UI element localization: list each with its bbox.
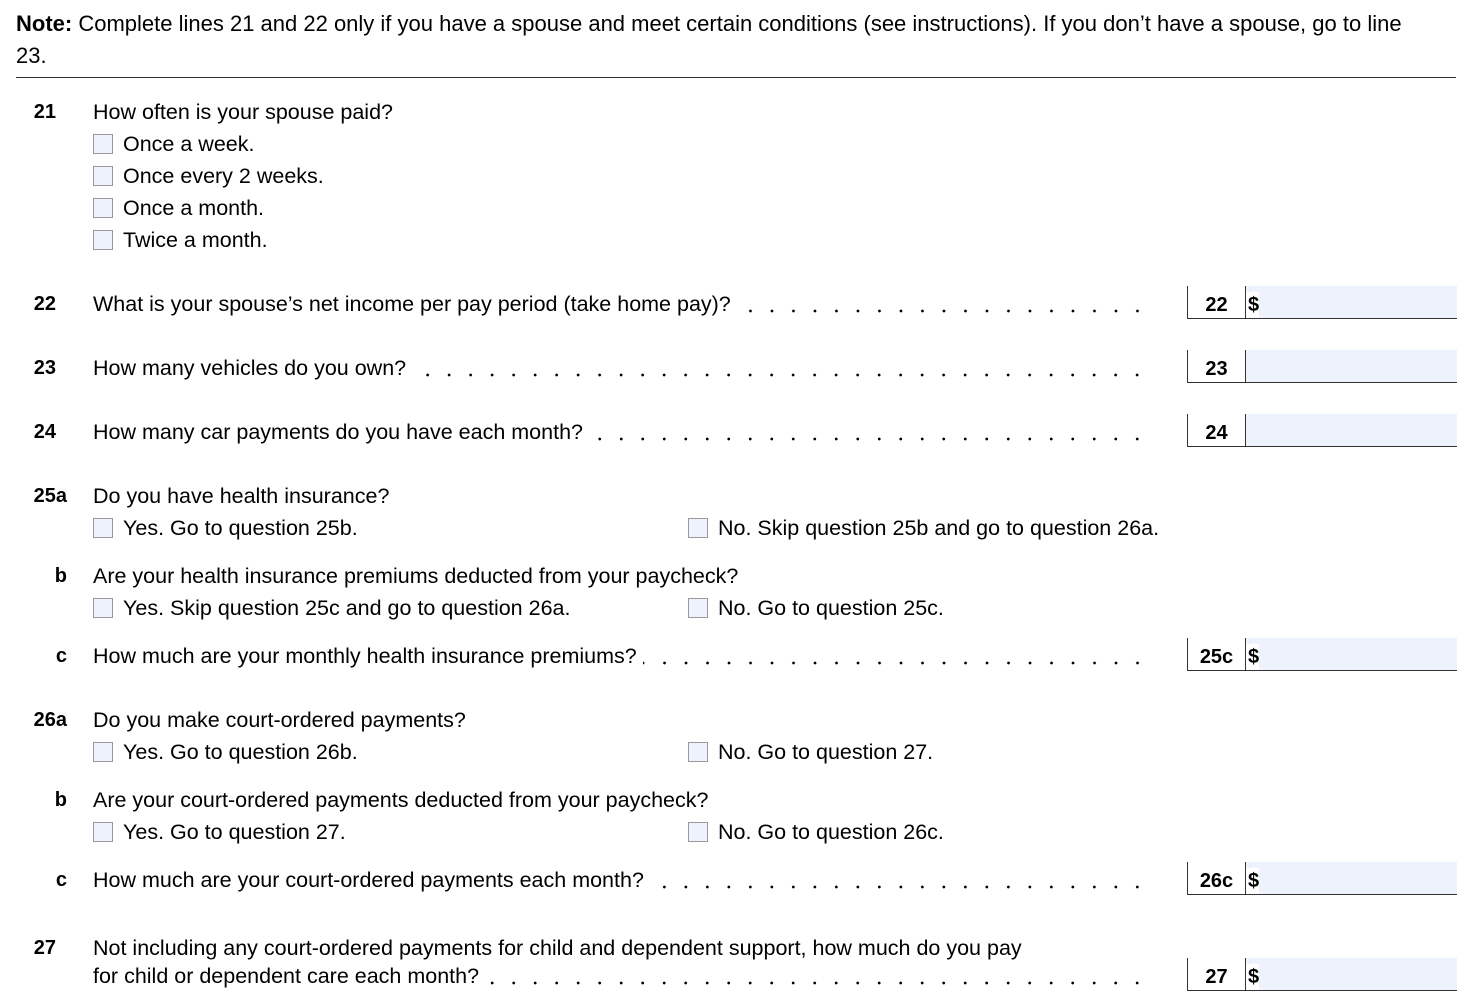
checkbox-25b-yes[interactable]	[93, 595, 570, 621]
checkbox-26a-yes[interactable]	[93, 739, 358, 765]
checkbox-once-a-week[interactable]	[93, 131, 254, 157]
checkbox-twice-a-month[interactable]	[93, 227, 268, 253]
dot-leader	[643, 643, 1148, 669]
question-text: How many vehicles do you own?	[93, 356, 407, 380]
line-number: 27	[33, 937, 56, 959]
note-text: Complete lines 21 and 22 only if you have a spouse and meet certain conditions (see instructions). If you don’t have a spouse, go to line 23.	[16, 11, 1402, 68]
checkbox-25a-no[interactable]	[688, 515, 1159, 541]
health-premiums-input[interactable]	[1259, 636, 1457, 670]
option-label: Once every 2 weeks.	[123, 164, 324, 188]
checkbox-25b-no[interactable]	[688, 595, 944, 621]
question-text: What is your spouse’s net income per pay period (take home pay)?	[93, 292, 731, 316]
checkbox-26a-no[interactable]	[688, 739, 933, 765]
question-22	[93, 291, 1148, 317]
option-label: No. Go to question 26c.	[718, 820, 944, 844]
question-text: How much are your monthly health insurance premiums?	[93, 644, 637, 668]
question-24	[93, 419, 1148, 445]
dollar-sign: $	[1248, 966, 1260, 988]
line-number: c	[55, 645, 67, 667]
line-number: 25a	[33, 485, 67, 507]
box-label: 24	[1188, 414, 1246, 446]
answer-box-26c	[1187, 862, 1457, 895]
vehicles-owned-input[interactable]	[1246, 348, 1457, 382]
box-label: 27	[1188, 958, 1246, 990]
question-25c	[93, 643, 1148, 669]
line-number: b	[54, 565, 67, 587]
question-text: How much are your court-ordered payments each month?	[93, 868, 644, 892]
divider	[16, 77, 1456, 78]
question-26b: Are your court-ordered payments deducted from your paycheck?	[93, 788, 709, 812]
note	[16, 8, 1436, 72]
box-label: 23	[1188, 350, 1246, 382]
dollar-sign: $	[1248, 294, 1260, 316]
checkbox-26b-no[interactable]	[688, 819, 944, 845]
spouse-net-income-input[interactable]	[1259, 284, 1457, 318]
question-25a: Do you have health insurance?	[93, 484, 390, 508]
option-label: Once a month.	[123, 196, 265, 220]
option-label: No. Go to question 27.	[718, 740, 934, 764]
answer-box-25c	[1187, 638, 1457, 671]
answer-box-23	[1187, 350, 1457, 383]
box-label: 25c	[1188, 638, 1246, 670]
dollar-sign: $	[1248, 646, 1260, 668]
option-label: Yes. Go to question 26b.	[123, 740, 358, 764]
question-23	[93, 355, 1148, 381]
dot-leader	[485, 963, 1148, 989]
dot-leader	[412, 355, 1148, 381]
option-label: No. Skip question 25b and go to question 26a.	[718, 516, 1160, 540]
line-number: 21	[33, 101, 56, 123]
question-26a: Do you make court-ordered payments?	[93, 708, 466, 732]
dot-leader	[650, 867, 1148, 893]
court-payments-input[interactable]	[1259, 860, 1457, 894]
question-25b: Are your health insurance premiums deducted from your paycheck?	[93, 564, 739, 588]
checkbox-26b-yes[interactable]	[93, 819, 346, 845]
question-27: Not including any court-ordered payments for child and dependent support, how much do you pay	[93, 936, 1022, 960]
checkbox-once-a-month[interactable]	[93, 195, 264, 221]
dot-leader	[589, 419, 1148, 445]
car-payments-input[interactable]	[1246, 412, 1457, 446]
option-label: Yes. Go to question 25b.	[123, 516, 358, 540]
line-number: b	[54, 789, 67, 811]
option-label: Once a week.	[123, 132, 255, 156]
line-number: 23	[33, 357, 56, 379]
dependent-care-input[interactable]	[1259, 956, 1457, 990]
line-number: c	[55, 869, 67, 891]
option-label: Yes. Skip question 25c and go to question 26a.	[123, 596, 571, 620]
question-26c	[93, 867, 1148, 893]
option-label: Yes. Go to question 27.	[123, 820, 346, 844]
dot-leader	[737, 291, 1148, 317]
note-label: Note:	[16, 11, 73, 36]
option-label: Twice a month.	[123, 228, 268, 252]
box-label: 26c	[1188, 862, 1246, 894]
question-27-cont	[93, 963, 1148, 989]
checkbox-25a-yes[interactable]	[93, 515, 358, 541]
box-label: 22	[1188, 286, 1246, 318]
checkbox-once-every-2-weeks[interactable]	[93, 163, 324, 189]
line-number: 24	[33, 421, 56, 443]
option-label: No. Go to question 25c.	[718, 596, 944, 620]
line-number: 22	[33, 293, 56, 315]
question-21: How often is your spouse paid?	[93, 100, 393, 124]
dollar-sign: $	[1248, 870, 1260, 892]
question-text: How many car payments do you have each month?	[93, 420, 583, 444]
answer-box-22	[1187, 286, 1457, 319]
answer-box-24	[1187, 414, 1457, 447]
answer-box-27	[1187, 958, 1457, 991]
question-text: for child or dependent care each month?	[93, 964, 480, 988]
line-number: 26a	[33, 709, 67, 731]
